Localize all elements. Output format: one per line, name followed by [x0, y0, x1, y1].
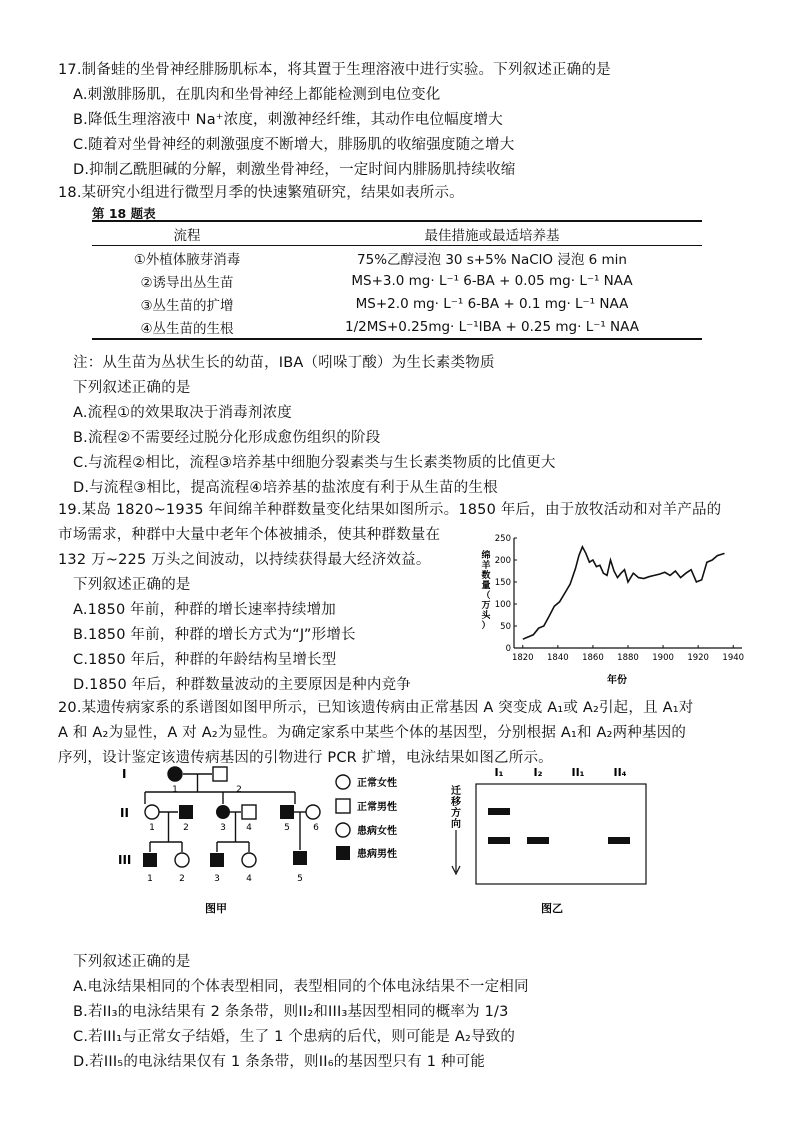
individual-number: 1 [172, 785, 178, 795]
q18-header-measure: 最佳措施或最适培养基 [424, 227, 560, 244]
lane-label: II₁ [571, 766, 585, 779]
series-line [523, 547, 725, 639]
x-tick-label: 1840 [547, 653, 569, 663]
q20-stem-line3: 序列，设计鉴定该遗传病基因的引物进行 PCR 扩增，电泳结果如图乙所示。 [58, 750, 553, 766]
legend-label: 患病男性 [357, 849, 397, 860]
affected-male-symbol [179, 805, 193, 819]
legend-normal-male-icon [336, 799, 350, 813]
x-tick-label: 1920 [687, 653, 709, 663]
q18-cell: ②诱导出丛生苗 [140, 274, 234, 291]
table-row [92, 292, 702, 315]
q19-option-b: B.1850 年前，种群的增长方式为“J”形增长 [73, 627, 356, 643]
gel-frame [476, 784, 646, 884]
affected-male-symbol [143, 853, 157, 867]
q19-option-c: C.1850 年后，种群的年龄结构呈增长型 [73, 652, 337, 668]
x-tick-label: 1820 [511, 653, 534, 663]
q18-cell: 75%乙醇浸泡 30 s+5% NaClO 浸泡 6 min [357, 251, 627, 268]
gel-band [488, 808, 510, 815]
q17-option-c: C.随着对坐骨神经的刺激强度不断增大，腓肠肌的收缩强度随之增大 [73, 137, 515, 153]
legend-label: 正常男性 [357, 802, 397, 813]
figure-a-caption: 图甲 [205, 902, 227, 915]
x-axis-label: 年份 [607, 675, 627, 686]
y-tick-label: 250 [494, 534, 511, 544]
q18-cell: ③丛生苗的扩增 [140, 297, 234, 314]
individual-number: 4 [246, 874, 252, 884]
individual-number: 5 [297, 874, 303, 884]
x-tick-label: 1860 [582, 653, 604, 663]
normal-female-symbol [242, 853, 256, 867]
normal-male-symbol [242, 805, 256, 819]
q18-option-c: C.与流程②相比，流程③培养基中细胞分裂素类与生长素类物质的比值更大 [73, 455, 556, 471]
gel-band [608, 837, 630, 844]
q18-cell: ①外植体腋芽消毒 [133, 251, 241, 268]
affected-male-symbol [210, 853, 224, 867]
affected-female-symbol [168, 767, 182, 781]
individual-number: 3 [214, 874, 220, 884]
individual-number: 4 [246, 823, 252, 833]
individual-number: 2 [179, 874, 185, 884]
q18-cell: 1/2MS+0.25mg· L⁻¹IBA + 0.25 mg· L⁻¹ NAA [345, 318, 639, 335]
x-tick-label: 1880 [617, 653, 639, 663]
legend-affected-female-icon [336, 823, 350, 837]
legend-affected-male-icon [336, 846, 350, 860]
normal-female-symbol [306, 805, 320, 819]
legend-label: 患病女性 [357, 826, 397, 837]
normal-female-symbol [145, 805, 159, 819]
q18-table [92, 220, 702, 340]
table-row [92, 246, 702, 270]
gel-band [488, 837, 510, 844]
q20-option-a: A.电泳结果相同的个体表型相同，表型相同的个体电泳结果不一定相同 [73, 979, 529, 995]
q20-option-c: C.若III₁与正常女子结婚，生了 1 个患病的后代，则可能是 A₂导致的 [73, 1029, 516, 1045]
y-tick-label: 200 [494, 556, 511, 566]
x-tick-label: 1940 [722, 653, 745, 663]
affected-male-symbol [280, 805, 294, 819]
q18-prompt: 下列叙述正确的是 [73, 380, 191, 396]
lane-label: II₄ [613, 766, 627, 779]
individual-number: 2 [183, 823, 189, 833]
q19-option-a: A.1850 年前，种群的增长速率持续增加 [73, 602, 336, 618]
y-tick-label: 100 [494, 600, 511, 610]
svg-text:迁移方向: 迁移方向 [451, 786, 461, 830]
individual-number: 2 [236, 785, 242, 795]
table-row [92, 269, 702, 292]
y-tick-label: 0 [505, 644, 511, 654]
q20-prompt: 下列叙述正确的是 [73, 954, 191, 970]
q18-option-b: B.流程②不需要经过脱分化形成愈伤组织的阶段 [73, 430, 381, 446]
y-tick-label: 150 [494, 578, 511, 588]
q18-stem: 18.某研究小组进行微型月季的快速繁殖研究，结果如表所示。 [58, 185, 464, 201]
q18-table-caption: 第 18 题表 [92, 206, 156, 221]
affected-male-symbol [293, 851, 307, 865]
q19-option-d: D.1850 年后，种群数量波动的主要原因是种内竞争 [73, 677, 411, 693]
y-axis-label: 绵羊数量（万头） [481, 551, 491, 631]
x-tick-label: 1900 [652, 653, 674, 663]
individual-number: 1 [147, 874, 153, 884]
q17-option-b: B.降低生理溶液中 Na⁺浓度，刺激神经纤维，其动作电位幅度增大 [73, 112, 503, 128]
q20-option-d: D.若III₅的电泳结果仅有 1 条条带，则II₆的基因型只有 1 种可能 [73, 1054, 486, 1070]
q19-stem-line3: 132 万~225 万头之间波动，以持续获得最大经济效益。 [58, 552, 431, 568]
q20-stem-line1: 20.某遗传病家系的系谱图如图甲所示，已知该遗传病由正常基因 A 突变成 A₁或 A₂引起，且 A₁对 [58, 700, 694, 716]
lane-label: I₁ [494, 766, 504, 779]
q18-cell: ④丛生苗的生根 [140, 320, 234, 337]
q18-cell: MS+3.0 mg· L⁻¹ 6-BA + 0.05 mg· L⁻¹ NAA [351, 272, 633, 289]
individual-number: 1 [149, 823, 155, 833]
q17-option-a: A.刺激腓肠肌，在肌肉和坐骨神经上都能检测到电位变化 [73, 87, 441, 103]
gen-label: III [118, 853, 132, 867]
individual-number: 5 [284, 823, 290, 833]
q20-option-b: B.若II₃的电泳结果有 2 条条带，则II₂和III₃基因型相同的概率为 1/3 [73, 1004, 509, 1020]
sheep-population-chart [470, 528, 750, 688]
migration-label [450, 784, 462, 830]
q18-option-a: A.流程①的效果取决于消毒剂浓度 [73, 405, 292, 421]
q17-stem: 17.制备蛙的坐骨神经腓肠肌标本，将其置于生理溶液中进行实验。下列叙述正确的是 [58, 62, 611, 78]
q19-prompt: 下列叙述正确的是 [73, 577, 191, 593]
normal-female-symbol [175, 853, 189, 867]
pedigree-figure [110, 762, 430, 922]
normal-male-symbol [213, 767, 227, 781]
gen-label: II [120, 806, 129, 820]
q18-option-d: D.与流程③相比，提高流程④培养基的盐浓度有利于从生苗的生根 [73, 480, 498, 496]
legend-normal-female-icon [336, 775, 350, 789]
gen-label: I [122, 767, 127, 781]
q20-stem-line2: A 和 A₂为显性，A 对 A₂为显性。为确定家系中某些个体的基因型，分别根据 A₁和 A₂两种基因的 [58, 725, 687, 741]
affected-female-symbol [216, 805, 230, 819]
legend-label: 正常女性 [357, 778, 397, 789]
q19-stem-line2: 市场需求，种群中大量中老年个体被捕杀，使其种群数量在 [58, 527, 441, 543]
q19-stem-line1: 19.某岛 1820~1935 年间绵羊种群数量变化结果如图所示。1850 年后，由于放牧活动和对羊产品的 [58, 502, 722, 518]
q18-note: 注：从生苗为丛状生长的幼苗，IBA（吲哚丁酸）为生长素类物质 [73, 355, 495, 371]
q17-option-d: D.抑制乙酰胆碱的分解，刺激坐骨神经，一定时间内腓肠肌持续收缩 [73, 162, 516, 178]
individual-number: 3 [220, 823, 226, 833]
y-tick-label: 50 [500, 622, 511, 632]
table-row [92, 315, 702, 339]
lane-label: I₂ [533, 766, 543, 779]
figure-b-caption: 图乙 [541, 902, 563, 915]
gel-figure [440, 762, 660, 922]
gel-band [527, 837, 549, 844]
q18-cell: MS+2.0 mg· L⁻¹ 6-BA + 0.1 mg· L⁻¹ NAA [355, 295, 629, 312]
q18-header-process: 流程 [173, 227, 201, 244]
individual-number: 6 [313, 823, 319, 833]
